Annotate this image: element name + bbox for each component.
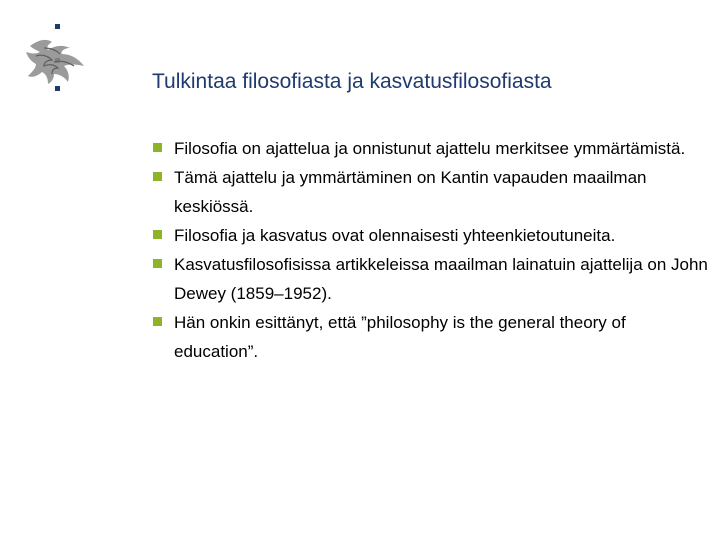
bullet-square-icon (153, 172, 162, 181)
bullet-item (152, 250, 712, 308)
bullet-text: Filosofia ja kasvatus ovat olennaisesti yhteenkietoutuneita. (174, 226, 616, 245)
bullet-item (152, 221, 712, 250)
bullet-square-icon (153, 259, 162, 268)
university-flame-logo-icon (24, 22, 88, 98)
bullet-square-icon (153, 143, 162, 152)
bullet-item (152, 134, 712, 163)
bullet-text: Hän onkin esittänyt, että ”philosophy is the general theory of education”. (174, 313, 626, 361)
bullet-text: Tämä ajattelu ja ymmärtäminen on Kantin vapauden maailman keskiössä. (174, 168, 647, 216)
bullet-item (152, 308, 712, 366)
bullet-text: Kasvatusfilosofisissa artikkeleissa maailman lainatuin ajattelija on John Dewey (1859–1952). (174, 255, 708, 303)
slide-title: Tulkintaa filosofiasta ja kasvatusfilosofiasta (152, 70, 552, 93)
bullet-square-icon (153, 317, 162, 326)
bullet-text: Filosofia on ajattelua ja onnistunut ajattelu merkitsee ymmärtämistä. (174, 139, 686, 158)
bullet-item (152, 163, 712, 221)
bullet-list (152, 134, 712, 366)
bullet-square-icon (153, 230, 162, 239)
